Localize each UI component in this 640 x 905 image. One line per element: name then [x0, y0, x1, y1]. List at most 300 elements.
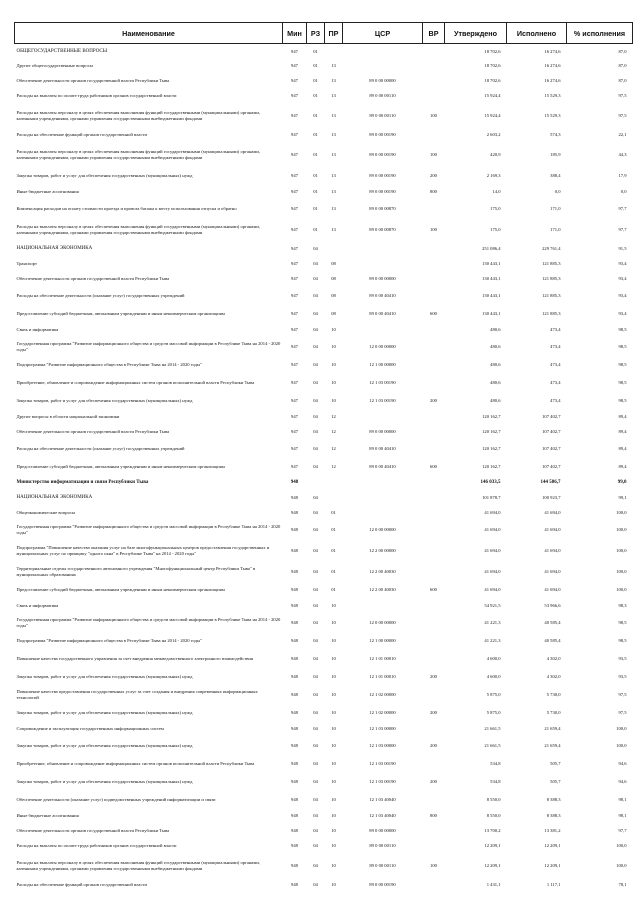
- cell-executed: 21 659,4: [544, 742, 561, 748]
- table-row: [15, 878, 633, 893]
- cell-pr: 10: [331, 637, 336, 643]
- cell-name: Другие общегосударственные вопросы: [16, 63, 93, 69]
- cell-pr: 10: [331, 343, 336, 349]
- cell-executed: 574,3: [550, 132, 561, 138]
- cell-percent: 87,0: [618, 78, 627, 84]
- cell-vr: 800: [430, 813, 437, 819]
- cell-name: Связь и информатика: [16, 603, 59, 609]
- cell-name: Закупка товаров, работ и услуг для обеспечения государственных (муниципальных) нужд: [16, 172, 193, 178]
- cell-pr: 13: [331, 151, 336, 157]
- cell-min: 947: [291, 379, 298, 385]
- cell-percent: 89,4: [618, 463, 627, 469]
- cell-approved: 5 875,0: [486, 709, 501, 715]
- table-row: [15, 374, 633, 392]
- cell-min: 947: [291, 151, 298, 157]
- cell-name: Обеспечение деятельности органов государственной власти Республики Тыва: [16, 429, 170, 435]
- cell-executed: 15 529,3: [544, 93, 561, 99]
- cell-approved: 480,6: [490, 343, 501, 349]
- cell-pr: 10: [331, 603, 336, 609]
- cell-rz: 04: [313, 603, 318, 609]
- cell-rz: 04: [313, 343, 318, 349]
- cell-approved: 420,9: [490, 151, 501, 157]
- cell-csr: 12 1 03 00190: [369, 778, 396, 784]
- cell-percent: 98,5: [618, 361, 627, 367]
- cell-rz: 04: [313, 619, 318, 625]
- cell-csr: 89 0 00 00000: [369, 78, 396, 84]
- cell-rz: 04: [313, 526, 318, 532]
- cell-vr: [423, 650, 445, 668]
- cell-name: Территориальные отделы государственного автономного учреждения "Многофункциональный центр Республики Тыва" в муниципальных образованиях: [16, 566, 256, 577]
- cell-rz: 04: [313, 862, 318, 868]
- cell-vr: [423, 491, 445, 506]
- cell-approved: 18 702,6: [484, 78, 501, 84]
- cell-executed: 121 885,3: [542, 276, 561, 282]
- cell-approved: 54 921,5: [484, 603, 501, 609]
- header-vr: ВР: [423, 23, 445, 44]
- cell-percent: 98,5: [618, 327, 627, 333]
- cell-vr: [423, 521, 445, 539]
- cell-name: Расходы на обеспечение деятельности (оказание услуг) государственных учреждений: [16, 292, 185, 298]
- cell-percent: 94,6: [618, 778, 627, 784]
- cell-csr: 12 1 03 00190: [369, 379, 396, 385]
- cell-csr: [343, 476, 423, 491]
- cell-min: 947: [291, 361, 298, 367]
- cell-percent: 93,4: [618, 310, 627, 316]
- cell-rz: 04: [313, 778, 318, 784]
- cell-name: Предоставление субсидий бюджетным, автономным учреждениям и иным некоммерческим организациям: [16, 586, 225, 592]
- table-row: [15, 824, 633, 839]
- table-body: [15, 44, 633, 893]
- cell-csr: 12 1 01 00010: [369, 673, 396, 679]
- table-row: [15, 737, 633, 755]
- cell-vr: 200: [430, 742, 437, 748]
- cell-executed: 12 209,1: [544, 862, 561, 868]
- cell-approved: 146 033,5: [480, 480, 501, 486]
- cell-approved: 130 443,1: [482, 292, 501, 298]
- cell-vr: [423, 539, 445, 563]
- cell-rz: 04: [313, 742, 318, 748]
- cell-rz: 01: [313, 205, 318, 211]
- cell-name: Министерство информатизации и связи Республики Тыва: [16, 480, 149, 486]
- cell-min: 948: [291, 526, 298, 532]
- cell-vr: [423, 338, 445, 356]
- cell-approved: 13 700,2: [484, 828, 501, 834]
- cell-name: НАЦИОНАЛЬНАЯ ЭКОНОМИКА: [16, 495, 93, 501]
- table-row: [15, 257, 633, 272]
- cell-percent: 93,4: [618, 292, 627, 298]
- table-row: [15, 539, 633, 563]
- cell-name: Подпрограмма "Развитие информационного общества в Республике Тыва на 2014 - 2020 годы": [16, 361, 202, 367]
- cell-rz: 01: [313, 226, 318, 232]
- cell-vr: [423, 476, 445, 491]
- cell-min: 947: [291, 310, 298, 316]
- cell-vr: 200: [430, 709, 437, 715]
- cell-pr: 10: [331, 709, 336, 715]
- cell-csr: 89 0 00 00000: [369, 828, 396, 834]
- cell-pr: 08: [331, 261, 336, 267]
- table-row: [15, 632, 633, 650]
- cell-percent: 98,5: [618, 397, 627, 403]
- cell-min: 948: [291, 655, 298, 661]
- cell-executed: 171,0: [550, 226, 561, 232]
- cell-vr: 200: [430, 172, 437, 178]
- cell-executed: 107 402,7: [542, 463, 561, 469]
- cell-percent: 97,5: [618, 709, 627, 715]
- cell-pr: 13: [331, 112, 336, 118]
- cell-name: Обеспечение деятельности органов государственной власти Республики Тыва: [16, 78, 170, 84]
- cell-executed: 107 402,7: [542, 414, 561, 420]
- cell-executed: 12 209,1: [544, 843, 561, 849]
- table-row: [15, 59, 633, 74]
- cell-rz: 04: [313, 843, 318, 849]
- cell-executed: 121 885,3: [542, 292, 561, 298]
- cell-pr: 13: [331, 93, 336, 99]
- cell-name: Государственная программа "Развитие информационного общества и средств массовой информации в Республике Тыва на 2014 - 2020 годы": [16, 341, 281, 352]
- cell-csr: 89 0 00 00870: [369, 205, 396, 211]
- cell-executed: 185,9: [550, 151, 561, 157]
- table-row: [15, 74, 633, 89]
- cell-percent: 100,0: [616, 726, 627, 732]
- cell-csr: 89 0 00 00110: [369, 843, 396, 849]
- table-header-row: [15, 23, 633, 44]
- cell-approved: 4 600,0: [486, 655, 501, 661]
- cell-approved: 41 694,0: [484, 568, 501, 574]
- cell-pr: 13: [331, 132, 336, 138]
- cell-approved: 2 603,2: [486, 132, 501, 138]
- cell-min: 947: [291, 78, 298, 84]
- cell-name: Закупка товаров, работ и услуг для обеспечения государственных (муниципальных) нужд: [16, 673, 193, 679]
- cell-name: Закупка товаров, работ и услуг для обеспечения государственных (муниципальных) нужд: [16, 742, 193, 748]
- cell-executed: 121 885,3: [542, 310, 561, 316]
- cell-min: 947: [291, 414, 298, 420]
- cell-approved: 41 221,3: [484, 637, 501, 643]
- cell-csr: 12 1 03 40040: [369, 796, 396, 802]
- cell-executed: 5 730,0: [546, 691, 561, 697]
- cell-percent: 97,5: [618, 112, 627, 118]
- cell-vr: [423, 89, 445, 104]
- cell-name: Расходы на выплаты по оплате труда работников органов государственной власти: [16, 93, 177, 99]
- cell-name: Расходы на выплаты персоналу в целях обеспечения выполнения функций государственными (муниципальными) органами, казенными учреждениями, органами управления государственными внебюджетными фондами: [16, 224, 260, 235]
- cell-name: Иные бюджетные ассигнования: [16, 189, 79, 195]
- cell-vr: [423, 440, 445, 458]
- cell-percent: 100,0: [616, 586, 627, 592]
- cell-pr: [325, 476, 343, 491]
- cell-rz: 01: [313, 172, 318, 178]
- cell-min: 947: [291, 132, 298, 138]
- cell-percent: 98,5: [618, 379, 627, 385]
- cell-pr: 12: [331, 429, 336, 435]
- cell-vr: [423, 722, 445, 737]
- cell-pr: 10: [331, 813, 336, 819]
- cell-min: 947: [291, 276, 298, 282]
- cell-rz: 04: [313, 292, 318, 298]
- cell-executed: 473,4: [550, 397, 561, 403]
- cell-pr: 10: [331, 796, 336, 802]
- cell-vr: [423, 839, 445, 854]
- cell-rz: 04: [313, 760, 318, 766]
- cell-pr: 12: [331, 414, 336, 420]
- cell-rz: 04: [313, 510, 318, 516]
- header-rz: РЗ: [307, 23, 325, 44]
- cell-vr: 600: [430, 586, 437, 592]
- cell-percent: 99,0: [617, 480, 627, 486]
- cell-executed: 388,4: [550, 172, 561, 178]
- cell-min: 947: [291, 112, 298, 118]
- cell-approved: 41 694,0: [484, 547, 501, 553]
- cell-percent: 89,4: [618, 429, 627, 435]
- cell-min: 948: [291, 673, 298, 679]
- cell-name: Предоставление субсидий бюджетным, автономным учреждениям и иным некоммерческим организациям: [16, 310, 225, 316]
- cell-vr: 200: [430, 673, 437, 679]
- cell-approved: 130 443,1: [482, 310, 501, 316]
- cell-csr: 12 1 00 00000: [369, 361, 396, 367]
- cell-pr: [325, 242, 343, 257]
- cell-pr: 10: [331, 843, 336, 849]
- cell-approved: 120 162,7: [482, 429, 501, 435]
- cell-name: Расходы на обеспечение деятельности (оказание услуг) государственных учреждений: [16, 445, 185, 451]
- cell-vr: [423, 242, 445, 257]
- cell-pr: 13: [331, 63, 336, 69]
- cell-executed: 473,4: [550, 361, 561, 367]
- table-row: [15, 476, 633, 491]
- cell-name: Обеспечение деятельности органов государственной власти Республики Тыва: [16, 276, 170, 282]
- cell-executed: 40 585,4: [544, 619, 561, 625]
- cell-csr: 12 1 02 00000: [369, 709, 396, 715]
- cell-pr: 10: [331, 760, 336, 766]
- cell-vr: 100: [430, 862, 437, 868]
- cell-executed: 0,0: [554, 189, 561, 195]
- cell-rz: 04: [313, 796, 318, 802]
- cell-rz: 04: [313, 379, 318, 385]
- cell-executed: 473,4: [550, 343, 561, 349]
- cell-approved: 18 702,6: [484, 63, 501, 69]
- cell-percent: 94,6: [618, 760, 627, 766]
- cell-vr: [423, 323, 445, 338]
- cell-percent: 100,0: [616, 510, 627, 516]
- cell-min: 948: [291, 862, 298, 868]
- cell-csr: 89 0 00 40410: [369, 463, 396, 469]
- cell-vr: [423, 200, 445, 218]
- table-row: [15, 338, 633, 356]
- header-name: Наименование: [15, 23, 283, 44]
- cell-rz: 04: [313, 414, 318, 420]
- cell-percent: 22,1: [618, 132, 627, 138]
- table-row: [15, 89, 633, 104]
- cell-name: ОБЩЕГОСУДАРСТВЕННЫЕ ВОПРОСЫ: [16, 48, 108, 54]
- budget-page: [14, 22, 632, 893]
- table-row: [15, 650, 633, 668]
- cell-executed: 505,7: [550, 778, 561, 784]
- cell-pr: 10: [331, 379, 336, 385]
- table-row: [15, 839, 633, 854]
- cell-pr: 01: [331, 510, 336, 516]
- table-row: [15, 242, 633, 257]
- cell-percent: 98,5: [618, 637, 627, 643]
- cell-csr: 12 1 03 00000: [369, 726, 396, 732]
- table-row: [15, 185, 633, 200]
- cell-rz: 04: [313, 246, 318, 252]
- header-percent: % исполнения: [567, 23, 633, 44]
- cell-percent: 93,4: [618, 261, 627, 267]
- cell-name: Подпрограмма "Повышение качества оказания услуг на базе многофункциональных центров предоставления государственных и муниципальных услуг по принципу "одного окна" в Республике Тыва" на 2014 - 2020 годы": [16, 545, 270, 556]
- cell-vr: [423, 791, 445, 809]
- cell-pr: 13: [331, 226, 336, 232]
- cell-min: 948: [291, 843, 298, 849]
- table-row: [15, 773, 633, 791]
- cell-vr: 800: [430, 189, 437, 195]
- cell-executed: 107 402,7: [542, 445, 561, 451]
- cell-executed: 53 966,6: [544, 603, 561, 609]
- cell-min: 948: [291, 828, 298, 834]
- cell-rz: 04: [313, 327, 318, 333]
- cell-percent: 89,4: [618, 445, 627, 451]
- cell-rz: 04: [313, 568, 318, 574]
- cell-min: 947: [291, 397, 298, 403]
- cell-csr: [343, 242, 423, 257]
- cell-rz: 04: [313, 310, 318, 316]
- cell-pr: 10: [331, 361, 336, 367]
- cell-approved: 8 550,0: [486, 813, 501, 819]
- cell-rz: 04: [313, 586, 318, 592]
- cell-rz: 04: [313, 726, 318, 732]
- table-row: [15, 218, 633, 242]
- cell-min: 947: [291, 93, 298, 99]
- cell-csr: [343, 44, 423, 59]
- cell-percent: 98,1: [618, 796, 627, 802]
- cell-percent: 99,1: [618, 495, 627, 501]
- cell-approved: 120 162,7: [482, 445, 501, 451]
- cell-percent: 87,0: [618, 63, 627, 69]
- cell-executed: 4 302,0: [546, 655, 561, 661]
- cell-approved: 130 443,1: [482, 261, 501, 267]
- cell-approved: 480,6: [490, 361, 501, 367]
- cell-approved: 101 878,7: [482, 495, 501, 501]
- table-row: [15, 323, 633, 338]
- cell-executed: 8 388,3: [546, 796, 561, 802]
- cell-executed: 171,0: [550, 205, 561, 211]
- cell-pr: 08: [331, 310, 336, 316]
- cell-executed: 15 529,3: [544, 112, 561, 118]
- cell-pr: 12: [331, 445, 336, 451]
- cell-approved: 5 875,0: [486, 691, 501, 697]
- cell-approved: 480,6: [490, 327, 501, 333]
- cell-min: 947: [291, 292, 298, 298]
- cell-name: Предоставление субсидий бюджетным, автономным учреждениям и иным некоммерческим организациям: [16, 463, 225, 469]
- cell-name: Другие вопросы в области национальной экономики: [16, 414, 120, 420]
- cell-percent: 44,3: [618, 151, 627, 157]
- cell-pr: 10: [331, 655, 336, 661]
- cell-rz: 04: [313, 276, 318, 282]
- table-row: [15, 200, 633, 218]
- table-row: [15, 755, 633, 773]
- cell-pr: 01: [331, 586, 336, 592]
- cell-csr: 89 0 00 00110: [369, 112, 396, 118]
- cell-rz: 01: [313, 151, 318, 157]
- cell-name: Закупка товаров, работ и услуг для обеспечения государственных (муниципальных) нужд: [16, 397, 193, 403]
- cell-name: Компенсация расходов на оплату стоимости проезда и провоза багажа к месту использования отпуска и обратно: [16, 205, 237, 211]
- cell-csr: [343, 410, 423, 425]
- table-row: [15, 599, 633, 614]
- cell-min: 948: [291, 726, 298, 732]
- cell-executed: 41 694,0: [544, 547, 561, 553]
- cell-name: Государственная программа "Развитие информационного общества и средств массовой информации в Республике Тыва на 2014 - 2020 годы": [16, 617, 281, 628]
- cell-csr: 12 1 03 00190: [369, 760, 396, 766]
- table-row: [15, 425, 633, 440]
- cell-percent: 98,5: [618, 619, 627, 625]
- table-row: [15, 440, 633, 458]
- cell-vr: [423, 506, 445, 521]
- cell-percent: 89,4: [618, 414, 627, 420]
- cell-csr: 89 0 00 40410: [369, 445, 396, 451]
- cell-vr: 200: [430, 397, 437, 403]
- cell-executed: 16 274,6: [544, 48, 561, 54]
- cell-pr: 10: [331, 742, 336, 748]
- cell-min: 947: [291, 48, 298, 54]
- table-row: [15, 491, 633, 506]
- table-row: [15, 410, 633, 425]
- cell-min: 948: [291, 778, 298, 784]
- cell-name: Повышение качества предоставления государственных услуг за счет создания и внедрения современных информационных технологий: [16, 689, 258, 700]
- cell-pr: 10: [331, 619, 336, 625]
- cell-percent: 100,0: [616, 526, 627, 532]
- cell-executed: 100 923,7: [542, 495, 561, 501]
- cell-csr: 12 1 00 00000: [369, 637, 396, 643]
- cell-percent: 0,0: [620, 189, 627, 195]
- cell-vr: 100: [430, 112, 437, 118]
- cell-csr: 89 0 00 00190: [369, 172, 396, 178]
- cell-executed: 144 586,7: [540, 480, 561, 486]
- cell-rz: 04: [313, 813, 318, 819]
- cell-vr: 200: [430, 778, 437, 784]
- cell-executed: 505,7: [550, 760, 561, 766]
- cell-csr: 89 0 00 00870: [369, 226, 396, 232]
- cell-name: Расходы на выплаты персоналу в целях обеспечения выполнения функций государственными (муниципальными) органами, казенными учреждениями, органами управления государственными внебюджетными фондами: [16, 149, 260, 160]
- cell-min: 947: [291, 261, 298, 267]
- cell-percent: 100,0: [616, 547, 627, 553]
- cell-percent: 93,4: [618, 276, 627, 282]
- cell-pr: 10: [331, 691, 336, 697]
- cell-csr: 12 2 00 00000: [369, 547, 396, 553]
- cell-vr: [423, 44, 445, 59]
- cell-min: 947: [291, 445, 298, 451]
- cell-pr: 01: [331, 547, 336, 553]
- cell-vr: [423, 824, 445, 839]
- cell-approved: 41 694,0: [484, 510, 501, 516]
- cell-min: 947: [291, 63, 298, 69]
- cell-csr: 12 1 01 00010: [369, 655, 396, 661]
- cell-executed: 41 694,0: [544, 586, 561, 592]
- cell-approved: 4 600,0: [486, 673, 501, 679]
- cell-executed: 1 117,1: [546, 882, 561, 888]
- cell-approved: 21 661,5: [484, 742, 501, 748]
- cell-rz: 04: [313, 463, 318, 469]
- table-row: [15, 668, 633, 686]
- cell-name: Приобретение, обновление и сопровождение информационных систем органов исполнительной власти Республики Тыва: [16, 379, 255, 385]
- cell-pr: 10: [331, 397, 336, 403]
- cell-executed: 13 381,2: [544, 828, 561, 834]
- cell-approved: 15 924,4: [484, 93, 501, 99]
- cell-percent: 97,5: [618, 691, 627, 697]
- table-row: [15, 128, 633, 143]
- cell-min: 948: [291, 510, 298, 516]
- cell-approved: 175,0: [490, 205, 501, 211]
- cell-name: Подпрограмма "Развитие информационного общества в Республике Тыва на 2014 - 2020 годы": [16, 637, 202, 643]
- cell-percent: 97,5: [618, 93, 627, 99]
- cell-csr: 12 0 00 00000: [369, 619, 396, 625]
- cell-min: 948: [291, 882, 298, 888]
- cell-rz: 04: [313, 691, 318, 697]
- cell-csr: 12 0 00 00000: [369, 343, 396, 349]
